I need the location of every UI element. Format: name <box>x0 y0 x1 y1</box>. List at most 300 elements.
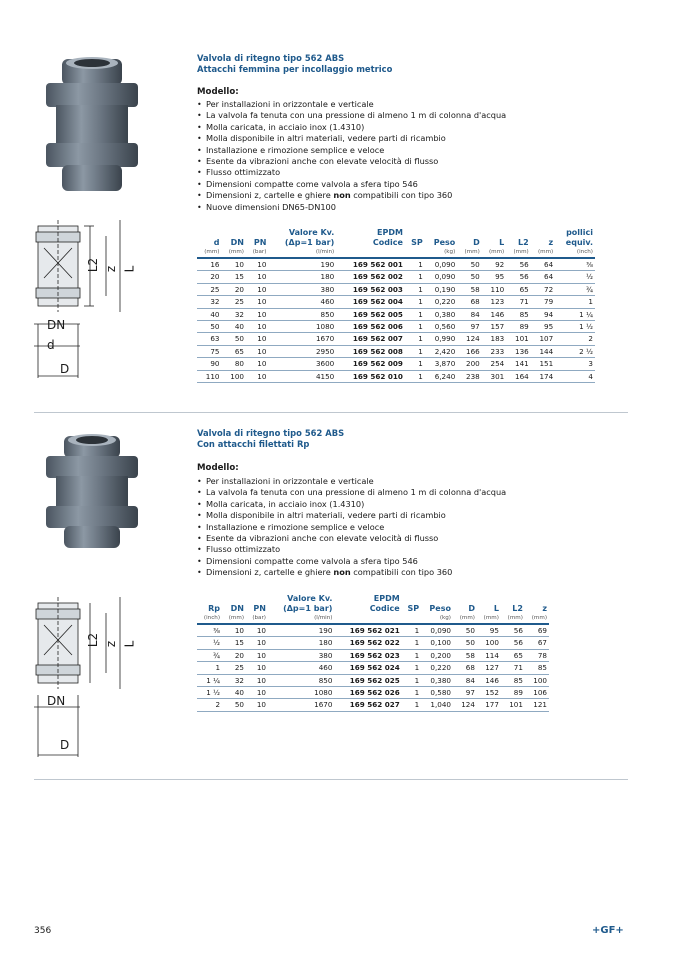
table-cell: 50 <box>221 333 245 345</box>
feature-item: • Per installazioni in orizzontale e verticale <box>197 476 506 487</box>
column-header-label: Valore Kv. <box>288 228 335 237</box>
table-cell: 1 <box>555 296 595 308</box>
table-cell: 101 <box>506 333 530 345</box>
column-unit <box>405 248 425 258</box>
column-unit: (kg) <box>425 248 457 258</box>
column-header <box>405 228 425 248</box>
table-cell: 40 <box>222 687 246 699</box>
feature-item: • Per installazioni in orizzontale e verticale <box>197 99 506 110</box>
feature-item: • Molla disponibile in altri materiali, vedere parti di ricambio <box>197 510 506 521</box>
model-heading: Modello: <box>197 463 239 473</box>
table-cell: 169 562 004 <box>336 296 405 308</box>
column-header-label: Peso <box>433 238 456 247</box>
column-header <box>268 594 334 614</box>
table-cell: 127 <box>477 662 501 674</box>
table-cell: 0,200 <box>421 649 453 661</box>
table-cell: 0,990 <box>425 333 457 345</box>
table-cell: 0,380 <box>425 308 457 320</box>
section-title-line1: Valvola di ritegno tipo 562 ABS <box>197 53 345 63</box>
table-cell: ⅜ <box>197 624 222 637</box>
table-cell: 32 <box>221 308 245 320</box>
column-header <box>525 594 549 614</box>
table-cell: 56 <box>506 258 530 271</box>
valve-photo <box>42 55 142 195</box>
column-unit: (mm) <box>477 614 501 624</box>
table-cell: 0,090 <box>425 258 457 271</box>
column-header-label: PN <box>253 238 267 247</box>
table-cell: 110 <box>482 283 506 295</box>
table-cell: 114 <box>477 649 501 661</box>
column-unit: (bar) <box>246 614 268 624</box>
column-header-label: DN <box>230 238 244 247</box>
table-cell: 1 <box>405 271 425 283</box>
column-header <box>482 228 506 248</box>
table-cell: 10 <box>246 674 268 686</box>
dim-label-l: L <box>122 265 137 273</box>
dim-label-d-small: d <box>47 338 55 352</box>
table-cell: 180 <box>268 637 334 649</box>
table-cell: 1 <box>402 699 421 711</box>
table-cell: 2 ½ <box>555 345 595 357</box>
table-cell: 460 <box>268 296 336 308</box>
table-cell: 10 <box>246 271 268 283</box>
feature-item: • Installazione e rimozione semplice e veloce <box>197 145 506 156</box>
table-cell: 0,190 <box>425 283 457 295</box>
column-unit: (mm) <box>222 614 246 624</box>
table-cell: 850 <box>268 308 336 320</box>
feature-item: • Esente da vibrazioni anche con elevate velocità di flusso <box>197 156 506 167</box>
column-header <box>221 228 245 248</box>
table-cell: 56 <box>501 624 525 637</box>
table-cell: 3600 <box>268 358 336 370</box>
table-row <box>197 370 595 382</box>
table-cell: 136 <box>506 345 530 357</box>
table-cell: 1 <box>402 637 421 649</box>
table-cell: 50 <box>457 258 481 271</box>
column-header <box>197 594 222 614</box>
table-cell: 123 <box>482 296 506 308</box>
table-cell: 141 <box>506 358 530 370</box>
table-cell: 80 <box>221 358 245 370</box>
table-cell: 67 <box>525 637 549 649</box>
table-cell: 10 <box>246 687 268 699</box>
table-cell: 2 <box>555 333 595 345</box>
table-cell: 4150 <box>268 370 336 382</box>
table-cell: 1 <box>405 358 425 370</box>
feature-item: • Flusso ottimizzato <box>197 544 506 555</box>
table-cell: 50 <box>222 699 246 711</box>
column-unit: (mm) <box>197 248 221 258</box>
table-cell: 169 562 022 <box>334 637 401 649</box>
column-unit: (mm) <box>501 614 525 624</box>
column-header <box>501 594 525 614</box>
table-cell: 0,560 <box>425 321 457 333</box>
dim-label-l: L <box>122 640 137 648</box>
table-cell: 85 <box>525 662 549 674</box>
table-cell: 101 <box>501 699 525 711</box>
dim-label-z: z <box>104 265 119 273</box>
table-cell: 0,090 <box>425 271 457 283</box>
table-cell: ½ <box>555 271 595 283</box>
table-cell: 85 <box>501 674 525 686</box>
feature-item: • Dimensioni compatte come valvola a sfera tipo 546 <box>197 179 506 190</box>
table-row <box>197 649 549 661</box>
table-cell: 174 <box>531 370 555 382</box>
table-cell: 152 <box>477 687 501 699</box>
table-cell: 124 <box>453 699 477 711</box>
column-unit: (bar) <box>246 248 268 258</box>
column-header <box>334 594 401 614</box>
feature-list <box>197 476 506 579</box>
table-cell: 10 <box>246 258 268 271</box>
table-cell: 0,220 <box>425 296 457 308</box>
table-cell: 166 <box>457 345 481 357</box>
table-cell: 75 <box>197 345 221 357</box>
table-cell: 1670 <box>268 333 336 345</box>
table-row <box>197 321 595 333</box>
table-cell: 157 <box>482 321 506 333</box>
table-cell: 50 <box>457 271 481 283</box>
column-header-label: DN <box>230 604 244 613</box>
table-cell: 84 <box>457 308 481 320</box>
column-header <box>477 594 501 614</box>
table-cell: 68 <box>453 662 477 674</box>
table-cell: 10 <box>246 358 268 370</box>
column-unit: (l/min) <box>268 614 334 624</box>
feature-item: • La valvola fa tenuta con una pressione di almeno 1 m di colonna d'acqua <box>197 487 506 498</box>
table-cell: 169 562 025 <box>334 674 401 686</box>
table-cell: 4 <box>555 370 595 382</box>
table-cell: 124 <box>457 333 481 345</box>
table-cell: 10 <box>246 296 268 308</box>
table-cell: 1,040 <box>421 699 453 711</box>
table-cell: 94 <box>531 308 555 320</box>
table-row <box>197 345 595 357</box>
table-cell: 2 <box>197 699 222 711</box>
table-cell: 238 <box>457 370 481 382</box>
column-header-label: L2 <box>518 238 529 247</box>
table-cell: 233 <box>482 345 506 357</box>
table-cell: 65 <box>501 649 525 661</box>
table-cell: 1080 <box>268 687 334 699</box>
table-cell: 25 <box>197 283 221 295</box>
column-header-label: PN <box>253 604 266 613</box>
table-cell: 169 562 008 <box>336 345 405 357</box>
table-cell: 0,100 <box>421 637 453 649</box>
table-cell: 10 <box>246 662 268 674</box>
feature-item: • Molla caricata, in acciaio inox (1.4310) <box>197 122 506 133</box>
section-divider <box>34 412 628 413</box>
column-header <box>336 228 405 248</box>
column-unit: (mm) <box>506 248 530 258</box>
column-header-label: pollici <box>566 228 593 237</box>
table-cell: 72 <box>531 283 555 295</box>
column-header-label: SP <box>407 604 420 613</box>
table-cell: 169 562 021 <box>334 624 401 637</box>
table-cell: 90 <box>197 358 221 370</box>
column-header-label: EPDM <box>373 594 400 603</box>
table-cell: 10 <box>246 370 268 382</box>
table-cell: 169 562 007 <box>336 333 405 345</box>
table-cell: 32 <box>197 296 221 308</box>
table-cell: 1 <box>402 649 421 661</box>
table-cell: 95 <box>477 624 501 637</box>
feature-item: • Molla disponibile in altri materiali, vedere parti di ricambio <box>197 133 506 144</box>
dimension-drawing <box>34 595 154 765</box>
table-cell: 10 <box>246 321 268 333</box>
table-cell: 1 <box>405 370 425 382</box>
table-row <box>197 637 549 649</box>
table-cell: 301 <box>482 370 506 382</box>
table-cell: 20 <box>197 271 221 283</box>
feature-item: • Dimensioni z, cartelle e ghiere non compatibili con tipo 360 <box>197 567 506 578</box>
table-cell: ½ <box>197 637 222 649</box>
section-title <box>197 428 344 450</box>
table-cell: 1 ½ <box>555 321 595 333</box>
table-cell: 10 <box>246 624 268 637</box>
column-header <box>425 228 457 248</box>
column-header <box>246 228 268 248</box>
table-cell: 180 <box>268 271 336 283</box>
table-cell: 92 <box>482 258 506 271</box>
column-header <box>555 228 595 248</box>
column-header-label: z <box>548 238 554 247</box>
feature-item: • Dimensioni z, cartelle e ghiere non compatibili con tipo 360 <box>197 190 506 201</box>
table-cell: 71 <box>506 296 530 308</box>
spec-table <box>197 594 549 712</box>
table-cell: 169 562 026 <box>334 687 401 699</box>
table-cell: 1080 <box>268 321 336 333</box>
column-header-label: z <box>542 604 547 613</box>
table-cell: 100 <box>477 637 501 649</box>
table-cell: 1 <box>405 321 425 333</box>
table-cell: 0,090 <box>421 624 453 637</box>
table-cell: 177 <box>477 699 501 711</box>
table-cell: 2950 <box>268 345 336 357</box>
column-unit: (l/min) <box>268 248 336 258</box>
table-cell: 3,870 <box>425 358 457 370</box>
table-row <box>197 674 549 686</box>
table-cell: 25 <box>221 296 245 308</box>
table-cell: 95 <box>531 321 555 333</box>
table-cell: 1 <box>405 308 425 320</box>
table-cell: 10 <box>222 624 246 637</box>
spec-table <box>197 228 595 383</box>
table-cell: 64 <box>531 271 555 283</box>
feature-item: • Molla caricata, in acciaio inox (1.4310) <box>197 499 506 510</box>
column-header <box>268 228 336 248</box>
table-cell: 107 <box>531 333 555 345</box>
table-cell: 169 562 009 <box>336 358 405 370</box>
table-cell: 144 <box>531 345 555 357</box>
column-header-label: Rp <box>208 604 221 613</box>
table-cell: 15 <box>222 637 246 649</box>
table-cell: 89 <box>501 687 525 699</box>
table-cell: 169 562 003 <box>336 283 405 295</box>
section-subtitle: Con attacchi filettati Rp <box>197 439 310 449</box>
feature-item: • La valvola fa tenuta con una pressione di almeno 1 m di colonna d'acqua <box>197 110 506 121</box>
table-cell: 0,220 <box>421 662 453 674</box>
column-header <box>457 228 481 248</box>
table-cell: 79 <box>531 296 555 308</box>
section-title <box>197 53 392 75</box>
table-cell: 68 <box>457 296 481 308</box>
table-cell: 183 <box>482 333 506 345</box>
table-row <box>197 283 595 295</box>
table-cell: 10 <box>221 258 245 271</box>
column-header <box>506 228 530 248</box>
table-cell: 1 <box>197 662 222 674</box>
column-header-sublabel: equiv. <box>565 238 593 247</box>
column-header-label: D <box>468 604 475 613</box>
column-header <box>222 594 246 614</box>
table-cell: 151 <box>531 358 555 370</box>
column-header <box>531 228 555 248</box>
table-cell: 169 562 023 <box>334 649 401 661</box>
table-cell: 10 <box>246 649 268 661</box>
dim-label-d-large: D <box>60 738 70 752</box>
table-row <box>197 624 549 637</box>
table-cell: 15 <box>221 271 245 283</box>
column-unit: (mm) <box>531 248 555 258</box>
feature-item: • Esente da vibrazioni anche con elevate velocità di flusso <box>197 533 506 544</box>
column-unit: (inch) <box>197 614 222 624</box>
table-cell: 200 <box>457 358 481 370</box>
table-cell: 169 562 005 <box>336 308 405 320</box>
section-divider <box>34 779 628 780</box>
table-cell: 164 <box>506 370 530 382</box>
column-header-label: d <box>213 238 220 247</box>
table-cell: 85 <box>506 308 530 320</box>
table-cell: 1670 <box>268 699 334 711</box>
table-cell: 460 <box>268 662 334 674</box>
dim-label-dn: DN <box>47 318 66 332</box>
table-cell: 16 <box>197 258 221 271</box>
column-unit <box>402 614 421 624</box>
table-cell: 254 <box>482 358 506 370</box>
table-row <box>197 296 595 308</box>
table-cell: 1 <box>405 258 425 271</box>
table-cell: ⅜ <box>555 258 595 271</box>
table-row <box>197 662 549 674</box>
table-cell: 1 <box>402 624 421 637</box>
column-unit <box>336 248 405 258</box>
column-header <box>246 594 268 614</box>
table-cell: 97 <box>457 321 481 333</box>
table-cell: 65 <box>506 283 530 295</box>
table-cell: 40 <box>197 308 221 320</box>
column-header <box>453 594 477 614</box>
column-header-label: Peso <box>429 604 451 613</box>
column-header <box>197 228 221 248</box>
table-cell: 100 <box>221 370 245 382</box>
column-header-label: L2 <box>512 604 523 613</box>
table-cell: 56 <box>501 637 525 649</box>
table-cell: 380 <box>268 283 336 295</box>
table-row <box>197 699 549 711</box>
feature-item: • Nuove dimensioni DN65-DN100 <box>197 202 506 213</box>
table-cell: 1 <box>405 283 425 295</box>
column-unit: (mm) <box>453 614 477 624</box>
table-cell: 1 <box>402 662 421 674</box>
table-cell: 50 <box>453 637 477 649</box>
column-header-label: L <box>499 238 505 247</box>
column-header-label: SP <box>411 238 423 247</box>
feature-list <box>197 99 506 213</box>
table-cell: 1 <box>402 687 421 699</box>
table-cell: 50 <box>453 624 477 637</box>
table-cell: 2,420 <box>425 345 457 357</box>
table-cell: 169 562 024 <box>334 662 401 674</box>
table-cell: ¾ <box>197 649 222 661</box>
table-cell: 32 <box>222 674 246 686</box>
column-unit: (mm) <box>525 614 549 624</box>
table-cell: 110 <box>197 370 221 382</box>
column-unit <box>334 614 401 624</box>
table-cell: 1 <box>405 333 425 345</box>
table-cell: 0,580 <box>421 687 453 699</box>
table-row <box>197 687 549 699</box>
column-header <box>402 594 421 614</box>
table-cell: 10 <box>246 283 268 295</box>
table-cell: 6,240 <box>425 370 457 382</box>
table-cell: 1 <box>405 345 425 357</box>
column-header-sublabel: (Δp=1 bar) <box>284 238 335 247</box>
dim-label-dn: DN <box>47 694 66 708</box>
table-cell: 10 <box>246 345 268 357</box>
column-header-label: Valore Kv. <box>287 594 333 603</box>
table-cell: 58 <box>457 283 481 295</box>
column-header-sublabel: Codice <box>372 238 403 247</box>
table-cell: 1 <box>402 674 421 686</box>
table-cell: 1 <box>405 296 425 308</box>
table-cell: 95 <box>482 271 506 283</box>
table-cell: 850 <box>268 674 334 686</box>
table-cell: 3 <box>555 358 595 370</box>
feature-item: • Flusso ottimizzato <box>197 167 506 178</box>
table-cell: 100 <box>525 674 549 686</box>
table-cell: 20 <box>222 649 246 661</box>
table-cell: 50 <box>197 321 221 333</box>
table-cell: 10 <box>246 308 268 320</box>
table-cell: 20 <box>221 283 245 295</box>
column-header-sublabel: Codice <box>369 604 400 613</box>
feature-item: • Installazione e rimozione semplice e veloce <box>197 522 506 533</box>
table-cell: 10 <box>246 637 268 649</box>
dim-label-d-large: D <box>60 362 70 376</box>
model-heading: Modello: <box>197 87 239 97</box>
table-cell: 69 <box>525 624 549 637</box>
table-cell: 25 <box>222 662 246 674</box>
dim-label-z: z <box>104 640 119 648</box>
table-cell: 89 <box>506 321 530 333</box>
table-cell: 40 <box>221 321 245 333</box>
column-header-label: L <box>493 604 499 613</box>
column-header-label: EPDM <box>376 228 403 237</box>
column-header <box>421 594 453 614</box>
table-cell: 169 562 006 <box>336 321 405 333</box>
brand-logo: +GF+ <box>592 925 624 936</box>
column-unit: (inch) <box>555 248 595 258</box>
column-unit: (mm) <box>482 248 506 258</box>
table-cell: 71 <box>501 662 525 674</box>
table-cell: 63 <box>197 333 221 345</box>
column-header-label: D <box>473 238 480 247</box>
table-cell: 169 562 002 <box>336 271 405 283</box>
table-cell: 121 <box>525 699 549 711</box>
table-cell: 146 <box>477 674 501 686</box>
table-cell: 169 562 027 <box>334 699 401 711</box>
